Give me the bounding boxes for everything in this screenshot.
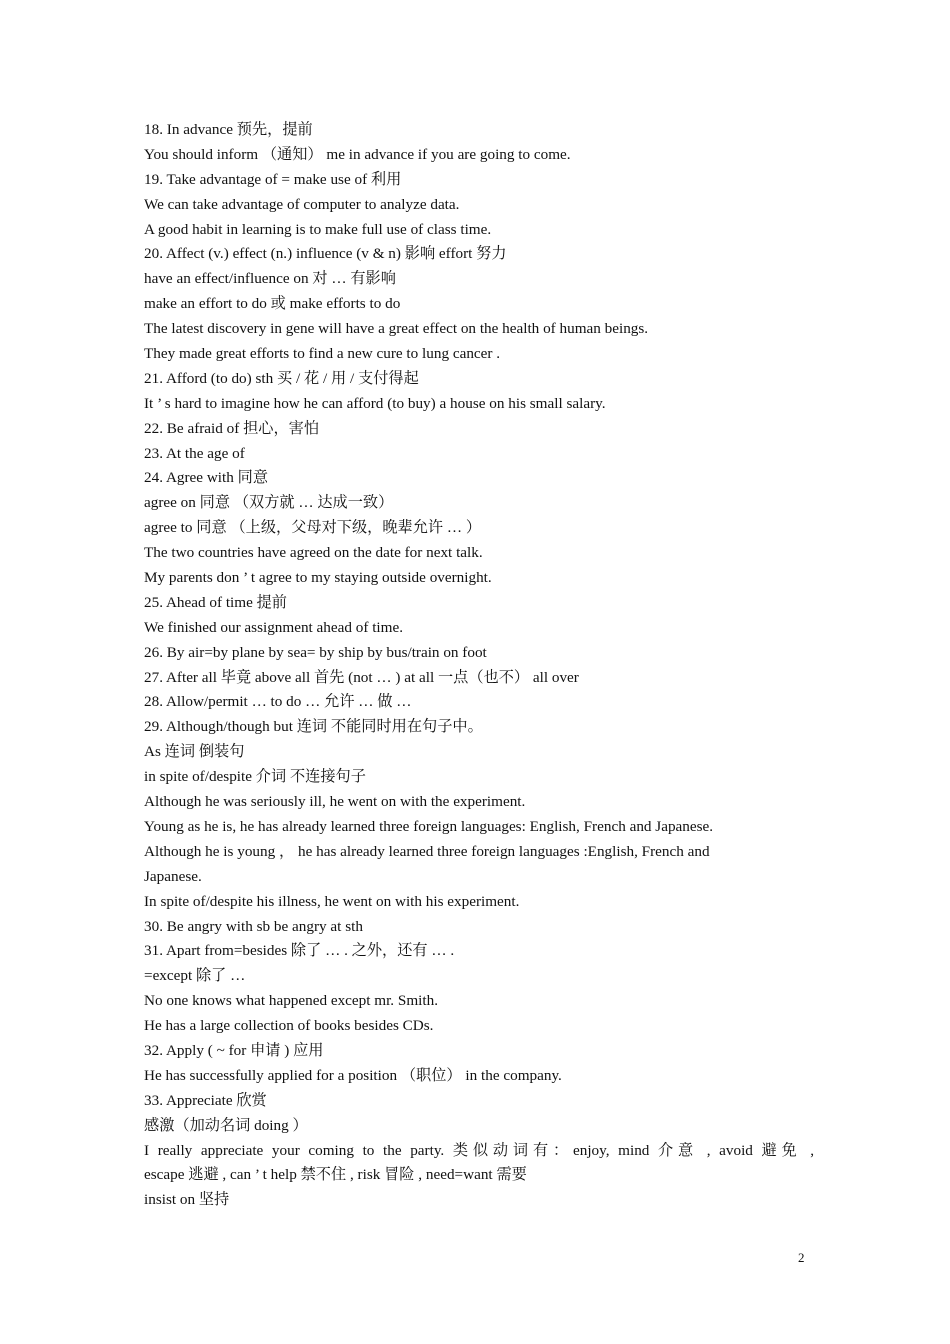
text-line: The two countries have agreed on the date for next talk. (144, 544, 483, 562)
text-line: 23. At the age of (144, 444, 245, 462)
text-line: make an effort to do 或 make efforts to do (144, 295, 401, 313)
text-line: in spite of/despite 介词 不连接句子 (144, 768, 366, 786)
text-line: escape 逃避 , can ’ t help 禁不住 , risk 冒险 , need=want 需要 (144, 1166, 527, 1184)
text-line: 19. Take advantage of = make use of 利用 (144, 170, 402, 188)
text-line: 18. In advance 预先，提前 (144, 121, 313, 138)
text-line: 31. Apart from=besides 除了 … . 之外，还有 … . (144, 942, 455, 960)
text-line: My parents don ’ t agree to my staying outside overnight. (144, 569, 492, 587)
text-line: We can take advantage of computer to analyze data. (144, 195, 460, 213)
text-line: have an effect/influence on 对 … 有影响 (144, 270, 396, 288)
text-line: 21. Afford (to do) sth 买 / 花 / 用 / 支付得起 (144, 369, 419, 387)
text-line: 28. Allow/permit … to do … 允许 … 做 … (144, 693, 412, 711)
text-line: The latest discovery in gene will have a great effect on the health of human beings. (144, 320, 649, 338)
text-line: Although he was seriously ill, he went on with the experiment. (144, 793, 526, 811)
text-line: He has a large collection of books besides CDs. (144, 1017, 434, 1035)
text-line: 20. Affect (v.) effect (n.) influence (v & n) 影响 effort 努力 (144, 245, 507, 263)
text-line: Although he is young ， he has already learned three foreign languages :English, French and (144, 842, 710, 860)
text-line: Young as he is, he has already learned three foreign languages: English, French and Japanese. (144, 817, 714, 835)
text-line: No one knows what happened except mr. Smith. (144, 992, 438, 1010)
text-line: insist on 坚持 (144, 1191, 230, 1209)
text-line: They made great efforts to find a new cure to lung cancer . (144, 345, 501, 363)
text-lines (144, 118, 814, 1213)
text-line: A good habit in learning is to make full use of class time. (144, 220, 492, 238)
text-line: 24. Agree with 同意 (144, 469, 269, 487)
text-line: 30. Be angry with sb be angry at sth (144, 917, 363, 935)
text-line: Japanese. (144, 867, 202, 885)
text-line: =except 除了 … (144, 967, 246, 985)
text-line: I really appreciate your coming to the party. 类似动词有：enjoy, mind 介意 , avoid 避免 , (144, 1141, 814, 1159)
text-line: 33. Appreciate 欣赏 (144, 1091, 267, 1109)
text-line: agree on 同意 （双方就 … 达成一致） (144, 494, 394, 512)
text-line: agree to 同意 （上级，父母对下级，晚辈允许 … ） (144, 519, 482, 537)
text-line: 25. Ahead of time 提前 (144, 593, 287, 611)
text-line: 26. By air=by plane by sea= by ship by bus/train on foot (144, 643, 487, 661)
page-number: 2 (798, 1250, 805, 1265)
text-line: 22. Be afraid of 担心，害怕 (144, 419, 320, 437)
text-line: In spite of/despite his illness, he went on with his experiment. (144, 892, 520, 910)
text-line: It ’ s hard to imagine how he can afford (to buy) a house on his small salary. (144, 394, 606, 412)
text-line: He has successfully applied for a position （职位） in the company. (144, 1066, 562, 1084)
text-line: 32. Apply ( ~ for 申请 ) 应用 (144, 1041, 324, 1059)
text-line: We finished our assignment ahead of time. (144, 618, 404, 636)
text-line: You should inform （通知） me in advance if you are going to come. (144, 145, 571, 163)
text-line: 感激（加动名词 doing ） (144, 1116, 308, 1134)
text-line: 29. Although/though but 连词 不能同时用在句子中。 (144, 718, 483, 736)
text-line: 27. After all 毕竟 above all 首先 (not … ) at all 一点（也不） all over (144, 668, 579, 686)
text-line: As 连词 倒装句 (144, 743, 245, 761)
